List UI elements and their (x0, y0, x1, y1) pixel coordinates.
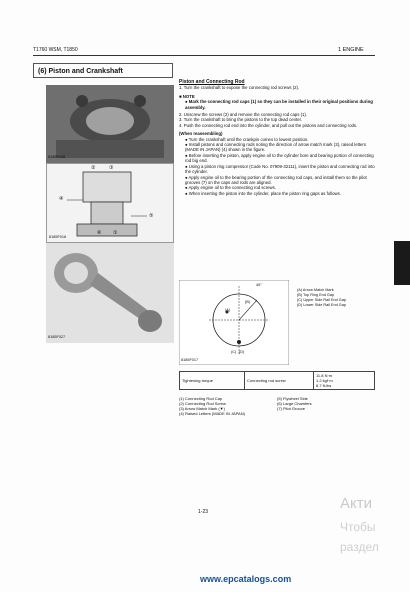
figure-legend-item: (A) Arrow Match Mark (297, 288, 334, 292)
angle-label: 45° (256, 283, 262, 287)
engine-photo-illustration (46, 85, 174, 163)
callout-2: ② (91, 165, 96, 171)
footer-url[interactable]: www.epcatalogs.com (200, 574, 292, 584)
photo2-id: 8185F016 (49, 235, 67, 239)
callout-3: ③ (109, 165, 114, 171)
label-a: (A) (225, 308, 231, 312)
note-label: ■ NOTE (179, 93, 195, 99)
parts-legend-right (277, 396, 312, 411)
parts-legend-item: (1) Connecting Rod Cap (179, 396, 223, 401)
parts-legend-item: (6) Large Chamfers (277, 401, 312, 406)
reassembly-7: ● When inserting the piston into the cylinder, place the piston ring gaps as follows. (185, 190, 341, 196)
torque-item: Connecting rod screw (245, 372, 314, 390)
activation-watermark-line3: раздел (340, 540, 379, 554)
torque-label: Tightening torque (180, 372, 245, 390)
photo3-id: 8185F027 (48, 335, 66, 339)
section-title: (6) Piston and Crankshaft (33, 63, 173, 78)
header-rule (33, 55, 375, 56)
torque-value: 8.7 ft-lbs (316, 383, 332, 388)
piston-diagram-illustration (47, 164, 174, 243)
reassembly-4: ● Using a piston ring compressor (Code No. 07909-32111), insert the piston and connecting rod into the cylinder. (185, 163, 375, 175)
torque-values (314, 372, 375, 390)
step-4: 4. Push the connecting rod end into the cylinder, and pull out the pistons and connecting rods. (179, 122, 358, 128)
torque-table (179, 371, 375, 390)
header-model: T1760 WSM, T1850 (33, 47, 78, 53)
header-chapter: 1 ENGINE (338, 47, 364, 53)
connecting-rod-photo (46, 243, 174, 343)
figure-legend (297, 288, 377, 308)
reassembly-2: ● Install pistons and connecting rods noting the direction of arrow match mark (3), raised letters (MADE IN JAPAN) (4) shown in the figure. (185, 142, 367, 153)
parts-legend-left (179, 396, 245, 416)
parts-legend-item: (5) Flywheel Side (277, 396, 308, 401)
parts-legend-item: (4) Raised Letters (MADE IN JAPAN) (179, 411, 245, 416)
activation-watermark: Акти (340, 495, 372, 512)
torque-value: 1.2 kgf·m (316, 378, 333, 383)
page-number: 1-23 (198, 509, 209, 515)
callout-1: ① (113, 230, 118, 236)
photo1-id: 8185F028 (48, 155, 66, 159)
figure-legend-item: (C) Upper Side Rail End Gap (297, 298, 346, 302)
ring-gap-figure (179, 280, 379, 365)
note-1: ● Mark the connecting rod caps (1) so they can be installed in their original positions during assembly. (185, 99, 373, 110)
figure-id: 8185F017 (181, 358, 199, 362)
reassembly-heading: (When reassembling) (179, 131, 223, 137)
figure-legend-item: (B) Top Ring End Gap (297, 293, 335, 297)
label-d: (D) (239, 350, 245, 354)
label-c: (C) (231, 350, 237, 354)
torque-value: 11.8 N·m (316, 373, 333, 378)
reassembly-6: ● Apply engine oil to the connecting rod screws. (185, 185, 276, 191)
step-2: 2. Unscrew the screws (2) and remove the connecting rod caps (1). (179, 112, 308, 118)
chapter-tab-marker (394, 241, 410, 285)
engine-photo (46, 85, 174, 163)
callout-5: ⑤ (149, 213, 154, 219)
procedure-heading: Piston and Connecting Rod (179, 79, 245, 85)
activation-watermark-line2: Чтобы (340, 520, 376, 534)
callout-6: ⑥ (97, 230, 102, 236)
step-3: 3. Turn the crankshaft to bring the pistons to the top dead center. (179, 117, 303, 123)
parts-legend-item: (7) Pilot Groove (277, 406, 306, 411)
procedure-text (179, 80, 375, 196)
reassembly-1: ● Turn the crankshaft until the crankpin comes to lowest position. (185, 136, 309, 142)
parts-legend-item: (2) Connecting Rod Screw (179, 401, 226, 406)
label-b: (B) (245, 300, 251, 304)
figure-legend-item: (D) Lower Side Rail End Gap (297, 303, 346, 307)
table-row (180, 372, 375, 390)
reassembly-5: ● Apply engine oil to the bearing portion of the connecting rod caps, and install them so the pilot grooves (7) on the caps and rods are aligned. (185, 174, 367, 185)
callout-4: ④ (59, 196, 64, 202)
reassembly-3: ● Before inserting the piston, apply engine oil to the cylinder bore and bearing portion of connecting rod big end. (185, 152, 374, 164)
step-1: 1. Turn the crankshaft to expose the connecting rod screws (2). (179, 85, 300, 91)
connecting-rod-illustration (46, 243, 174, 343)
parts-legend-item: (3) Arrow Match Mark (▼) (179, 406, 225, 411)
piston-diagram (46, 163, 174, 243)
